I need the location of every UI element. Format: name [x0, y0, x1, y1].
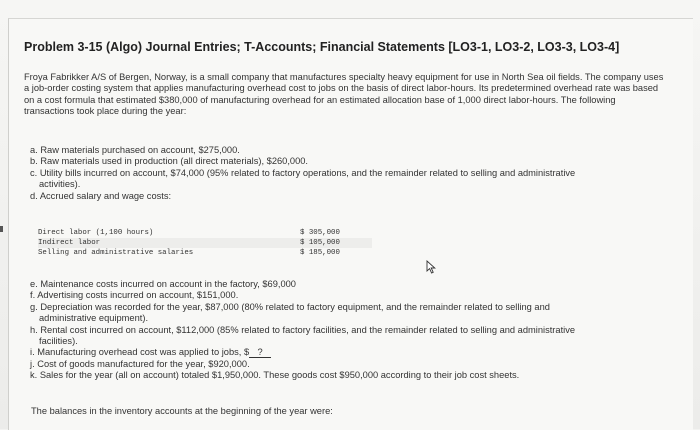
- transaction-g: g. Depreciation was recorded for the year, $87,000 (80% related to factory equipment, and the remainder related to selling and administrative equipment).: [30, 301, 550, 324]
- wage-label: Selling and administrative salaries: [38, 249, 194, 257]
- transaction-f: f. Advertising costs incurred on account, $151,000.: [30, 290, 239, 301]
- wage-costs-table: [38, 228, 372, 258]
- transaction-i: i. Manufacturing overhead cost was applied to jobs, $ ?: [30, 347, 670, 358]
- problem-intro: Froya Fabrikker A/S of Bergen, Norway, is a small company that manufactures specialty heavy equipment for use in North Sea oil fields. The company uses a job-order costing system that applies manufacturing overhead cost to jobs on the basis of direct labor-hours. Its predetermined overhead rate was based on a cost formula that estimated $380,000 of manufacturing overhead for an estimated allocation base of 1,000 direct labor-hours. The following transactions took place during the year:: [24, 72, 664, 117]
- left-edge-marker: [0, 226, 3, 232]
- wage-label: Direct labor (1,100 hours): [38, 229, 154, 237]
- table-row: [38, 248, 372, 258]
- overhead-applied-answer-blank[interactable]: ?: [249, 348, 271, 358]
- transaction-e: e. Maintenance costs incurred on account in the factory, $69,000: [30, 279, 296, 289]
- wage-amount: $ 305,000: [300, 229, 340, 237]
- wage-amount: $ 105,000: [300, 239, 340, 247]
- problem-title: Problem 3-15 (Algo) Journal Entries; T-Accounts; Financial Statements [LO3-1, LO3-2, LO3-3, LO3-4]: [24, 40, 620, 54]
- transaction-b: b. Raw materials used in production (all direct materials), $260,000.: [30, 156, 309, 167]
- transactions-list-e-k: [30, 279, 670, 382]
- wage-label: Indirect labor: [38, 239, 101, 247]
- table-row: [38, 238, 372, 248]
- transaction-k: k. Sales for the year (all on account) totaled $1,950,000. These goods cost $950,000 according to their job cost sheets.: [30, 370, 520, 381]
- transaction-j: j. Cost of goods manufactured for the year, $920,000.: [30, 358, 250, 369]
- transaction-a: a. Raw materials purchased on account, $275,000.: [30, 145, 240, 155]
- transaction-c: c. Utility bills incurred on account, $74,000 (95% related to factory operations, and the remainder related to selling and administrative activities).: [30, 167, 576, 190]
- transaction-d: d. Accrued salary and wage costs:: [30, 190, 172, 201]
- transaction-h: h. Rental cost incurred on account, $112,000 (85% related to factory facilities, and the remainder related to selling and administrative facilities).: [30, 324, 576, 347]
- table-row: [38, 228, 372, 238]
- mouse-pointer-icon: [426, 260, 438, 274]
- transactions-list-a-d: [30, 145, 670, 202]
- inventory-balances-intro: The balances in the inventory accounts at the beginning of the year were:: [31, 406, 333, 416]
- wage-amount: $ 185,000: [300, 249, 340, 257]
